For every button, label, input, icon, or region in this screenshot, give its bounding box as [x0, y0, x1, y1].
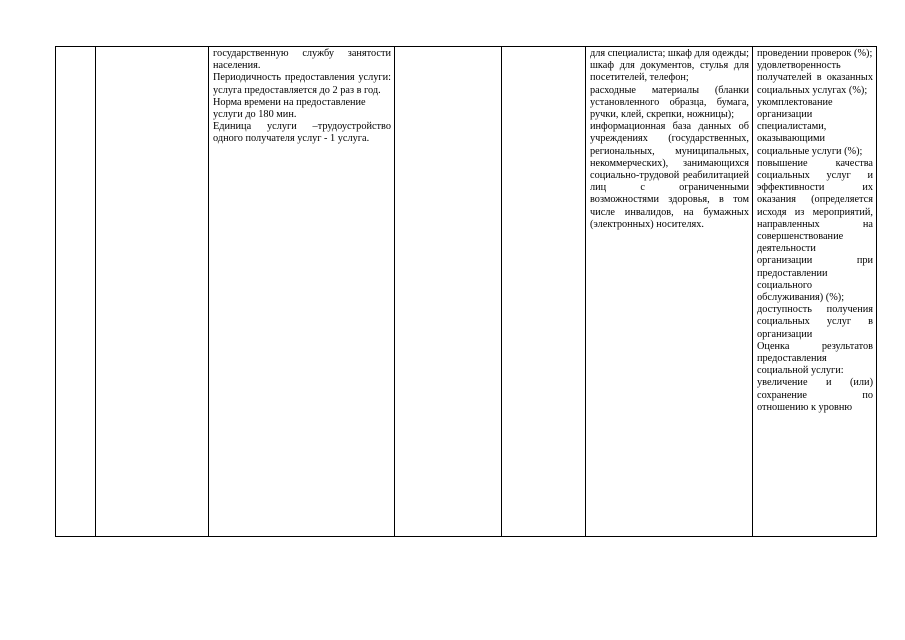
paragraph: Норма времени на предоставление услуги до 180 мин.: [213, 96, 366, 121]
paragraph: Периодичность предоставления услуги: услуга предоставляется до 2 раз в год.: [213, 72, 391, 96]
paragraph: укомплектование организации специалистами, оказывающими социальные услуги (%);: [757, 96, 863, 157]
cell-number: [56, 47, 96, 537]
cell-quality-indicators: [753, 47, 877, 537]
paragraph: Оценка результатов предоставления социальной услуги:: [757, 340, 873, 377]
paragraph: государственную службу занятости населения.: [213, 48, 391, 72]
paragraph: увеличение и (или) сохранение по отношению к уровню: [757, 377, 873, 413]
paragraph: информационная база данных об учреждениях (государственных, региональных, муниципальных, некоммерческих), занимающихся социально-трудовой реабилитацией лиц с ограниченными возможностями здоровья, в том числе инвалидов, на бумажных (электронных) носителях.: [590, 121, 749, 230]
services-table: [55, 46, 877, 537]
paragraph: удовлетворенность получателей в оказанных социальных услугах (%);: [757, 60, 873, 96]
paragraph: повышение качества социальных услуг и эффективности их оказания (определяется исходя из мероприятий, направленных на совершенствование деятельности организации при предоставлении социального обслуживания) (%);: [757, 157, 873, 304]
paragraph: Единица услуги –трудоустройство одного получателя услуг - 1 услуга.: [213, 121, 391, 145]
paragraph: расходные материалы (бланки установленного образца, бумага, ручки, клей, скрепки, ножницы);: [590, 84, 749, 121]
cell-cost: [502, 47, 586, 537]
paragraph: доступность получения социальных услуг в организации: [757, 304, 873, 340]
cell-service-description: [209, 47, 395, 537]
cell-standard-terms: [395, 47, 502, 537]
paragraph: для специалиста; шкаф для одежды; шкаф для документов, стулья для посетителей, телефон;: [590, 48, 749, 84]
cell-service-name: [96, 47, 209, 537]
table-row: [56, 47, 877, 537]
paragraph: проведении проверок (%);: [757, 48, 873, 59]
document-page: [55, 46, 876, 537]
cell-conditions: [586, 47, 753, 537]
